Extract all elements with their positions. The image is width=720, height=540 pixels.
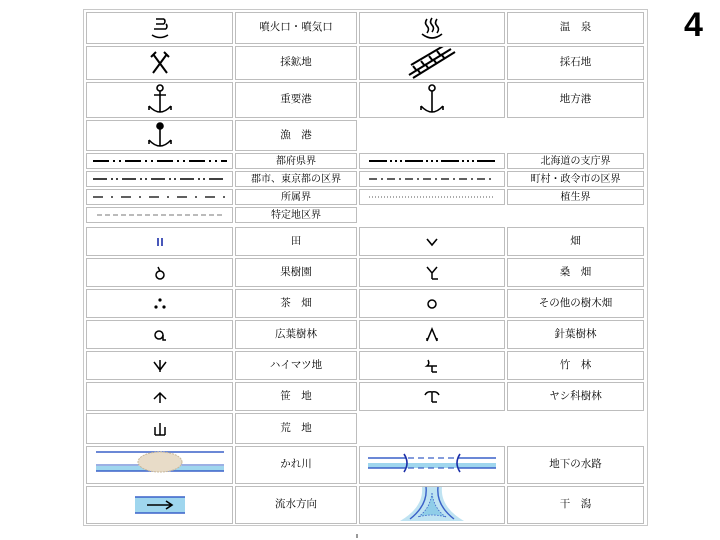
legend-label (507, 171, 644, 187)
legend-label (507, 227, 644, 256)
label-special-district: 特定地区界 (271, 209, 321, 221)
legend-label (235, 46, 357, 80)
legend-label (507, 153, 644, 169)
town-village-boundary-line (359, 171, 505, 187)
legend-label (507, 82, 644, 118)
map-symbol-legend (83, 9, 648, 526)
label-conifer-forest: 針葉樹林 (554, 327, 597, 340)
legend-label (235, 171, 357, 187)
creeping-pine-icon (86, 351, 233, 380)
flow-direction-icon (86, 486, 233, 524)
tidal-flat-icon (359, 486, 505, 524)
legend-label (235, 351, 357, 380)
tea-field-icon (86, 289, 233, 318)
label-hokkaido-boundary: 北海道の支庁界 (540, 155, 611, 167)
legend-label (235, 382, 357, 411)
legend-label (507, 382, 644, 411)
label-hot-spring: 温 泉 (559, 21, 592, 34)
label-dry-field: 畑 (570, 234, 581, 247)
label-dry-river: かれ川 (280, 458, 312, 471)
label-palm-forest: ヤシ科樹林 (549, 389, 602, 402)
legend-label (235, 289, 357, 318)
legend-label (507, 351, 644, 380)
label-rice-field: 田 (290, 234, 302, 247)
hot-spring-icon (359, 12, 505, 44)
legend-label (507, 189, 644, 205)
legend-label (235, 446, 357, 484)
label-major-port: 重要港 (280, 93, 312, 106)
legend-label (235, 189, 357, 205)
prefecture-boundary-line (86, 153, 233, 169)
other-tree-field-icon (359, 289, 505, 318)
rice-field-icon (86, 227, 233, 256)
city-ward-boundary-line (86, 171, 233, 187)
volcano-icon (86, 12, 233, 44)
orchard-icon (86, 258, 233, 287)
legend-label (507, 446, 644, 484)
wasteland-icon (86, 413, 233, 444)
quarry-icon (359, 46, 505, 80)
label-creeping-pine: ハイマツ地 (269, 358, 323, 371)
label-bamboo-forest: 竹 林 (559, 358, 592, 371)
label-mulberry-field: 桑 畑 (559, 265, 592, 278)
local-port-icon (359, 82, 505, 118)
label-wasteland: 荒 地 (280, 421, 312, 434)
label-flow-direction: 流水方向 (275, 498, 317, 511)
label-town-boundary: 町村・政令市の区界 (530, 173, 621, 185)
conifer-forest-icon (359, 320, 505, 349)
mulberry-field-icon (359, 258, 505, 287)
legend-label (235, 227, 357, 256)
label-affiliation-boundary: 所属界 (281, 191, 311, 203)
mine-icon (86, 46, 233, 80)
legend-label (507, 320, 644, 349)
legend-label (507, 258, 644, 287)
label-volcano: 噴火口・噴気口 (259, 21, 333, 34)
label-prefecture-boundary: 都府県界 (276, 155, 316, 167)
label-broadleaf-forest: 広葉樹林 (275, 327, 317, 340)
bamboo-grass-icon (86, 382, 233, 411)
legend-label (235, 413, 357, 444)
dry-river-icon (86, 446, 233, 484)
palm-forest-icon (359, 382, 505, 411)
label-fishing-port: 漁 港 (280, 128, 312, 141)
page-number: 4 (684, 6, 703, 44)
label-vegetation-boundary: 植生界 (560, 191, 591, 203)
legend-label (235, 258, 357, 287)
legend-label (235, 12, 357, 44)
affiliation-boundary-line (86, 189, 233, 205)
fishing-port-icon (86, 120, 233, 151)
label-tidal-flat: 干 潟 (559, 498, 592, 511)
label-orchard: 果樹園 (280, 265, 312, 278)
legend-label (507, 486, 644, 524)
broadleaf-forest-icon (86, 320, 233, 349)
label-tea-field: 茶 畑 (280, 296, 312, 309)
legend-label (235, 207, 357, 223)
legend-label (507, 46, 644, 80)
special-district-boundary-line (86, 207, 233, 223)
label-bamboo-grass: 笹 地 (280, 389, 312, 402)
major-port-icon (86, 82, 233, 118)
legend-label (235, 153, 357, 169)
vegetation-boundary-line (359, 189, 505, 205)
legend-label (235, 120, 357, 151)
dry-field-icon (359, 227, 505, 256)
legend-label (235, 82, 357, 118)
legend-label (235, 320, 357, 349)
legend-label (507, 289, 644, 318)
label-city-boundary: 郡市、東京都の区界 (251, 173, 341, 185)
label-underground-waterway: 地下の水路 (549, 458, 602, 471)
bamboo-forest-icon (359, 351, 505, 380)
legend-label (507, 12, 644, 44)
label-local-port: 地方港 (559, 93, 592, 106)
legend-label (235, 486, 357, 524)
underground-waterway-icon (359, 446, 505, 484)
label-mine: 採鉱地 (280, 56, 312, 69)
label-other-tree-field: その他の樹木畑 (538, 296, 613, 309)
divider-mark (356, 534, 358, 538)
hokkaido-subprefecture-boundary-line (359, 153, 505, 169)
label-quarry: 採石地 (559, 56, 592, 69)
